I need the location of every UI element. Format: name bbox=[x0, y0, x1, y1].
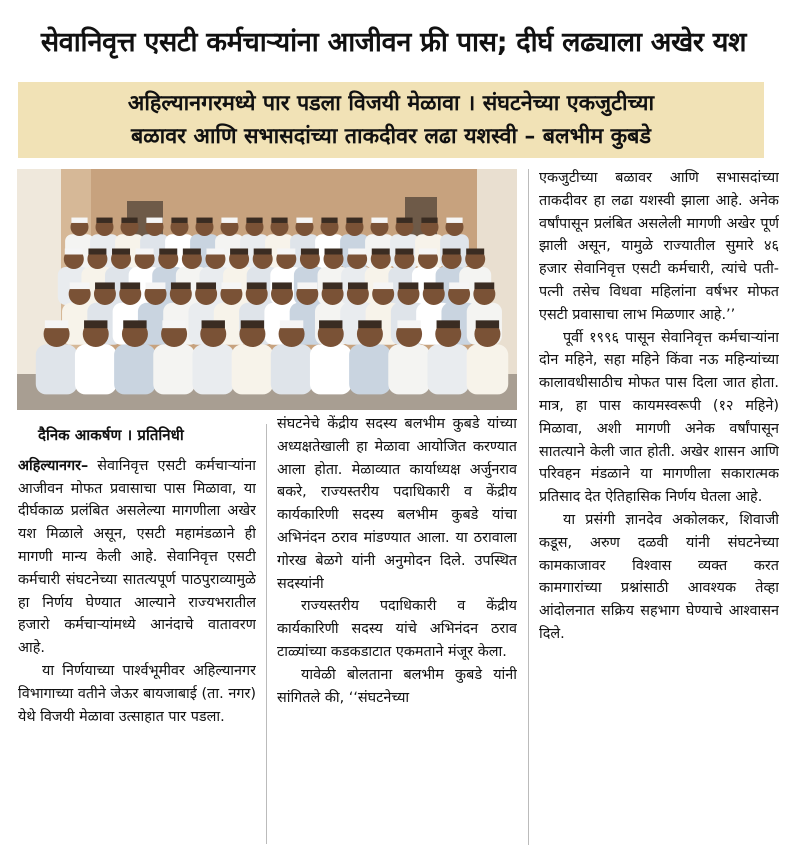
paragraph: या निर्णयाच्या पार्श्वभूमीवर अहिल्यानगर विभागाच्या वतीने जेऊर बायजाबाई (ता. नगर) येथे विजयी मेळावा उत्साहात पार पडला. bbox=[18, 662, 256, 725]
paragraph-lead bbox=[18, 455, 256, 660]
byline: दैनिक आकर्षण । प्रतिनिधी bbox=[38, 426, 184, 444]
column-2 bbox=[277, 413, 517, 845]
subheadline-box bbox=[18, 82, 764, 158]
group-photo bbox=[17, 169, 517, 410]
dateline: अहिल्यानगर– bbox=[18, 457, 89, 474]
subheadline-line-1: अहिल्यानगरमध्ये पार पडला विजयी मेळावा । संघटनेच्या एकजुटीच्या bbox=[127, 91, 655, 116]
column-divider bbox=[266, 424, 267, 844]
headline: सेवानिवृत्त एसटी कर्मचाऱ्यांना आजीवन फ्री पास; दीर्घ लढ्याला अखेर यश bbox=[40, 26, 747, 58]
paragraph: पूर्वी १९९६ पासून सेवानिवृत्त कर्मचाऱ्यांना दोन महिने, सहा महिने किंवा नऊ महिन्यांच्या कालावधीसाठीच मोफत पास दिला जात होता. मात्र, हा पास कायमस्वरूपी (१२ महिने) मिळावा, अशी मागणी अनेक वर्षांपासून सातत्याने केली जात होती. अखेर शासन आणि परिवहन मंडळाने या मागणीला सकारात्मक प्रतिसाद देत ऐतिहासिक निर्णय घेतला आहे. bbox=[539, 329, 779, 506]
paragraph: यावेळी बोलताना बलभीम कुबडे यांनी सांगितले की, ‘‘संघटनेच्या bbox=[277, 666, 517, 706]
paragraph: संघटनेचे केंद्रीय सदस्य बलभीम कुबडे यांच्या अध्यक्षतेखाली हा मेळावा आयोजित करण्यात आला होता. मेळाव्यात कार्याध्यक्ष अर्जुनराव बकरे, राज्यस्तरीय पदाधिकारी व केंद्रीय कार्यकारिणी सदस्य बलभीम कुबडे यांचा अभिनंदन ठराव मांडण्यात आला. या ठरावाला गोरख बेळगे यांनी अनुमोदन दिले. उपस्थित सदस्यांनी bbox=[277, 416, 517, 592]
paragraph: या प्रसंगी ज्ञानदेव अकोलकर, शिवाजी कडूस, अरुण दळवी यांनी संघटनेच्या कामकाजावर विश्वास व्यक्त करत कामगारांच्या प्रश्नांसाठी आवश्यक तेव्हा आंदोलनात सक्रिय सहभाग घेण्याचे आश्वासन दिले. bbox=[539, 511, 779, 642]
subheadline-line-2: बळावर आणि सभासदांच्या ताकदीवर लढा यशस्वी – बलभीम कुबडे bbox=[131, 124, 651, 149]
column-divider bbox=[528, 169, 529, 845]
column-3 bbox=[539, 167, 779, 845]
column-1 bbox=[18, 424, 256, 844]
paragraph: राज्यस्तरीय पदाधिकारी व केंद्रीय कार्यकारिणी सदस्य यांचे अभिनंदन ठराव टाळ्यांच्या कडकडाटात एकमताने मंजूर केला. bbox=[277, 598, 517, 660]
paragraph: एकजुटीच्या बळावर आणि सभासदांच्या ताकदीवर हा लढा यशस्वी झाला आहे. अनेक वर्षांपासून प्रलंबित असलेली मागणी अखेर पूर्ण झाली असून, यामुळे राज्यातील सुमारे ४६ हजार सेवानिवृत्त एसटी कर्मचारी, त्यांचे पती-पत्नी तसेच विधवा महिलांना वर्षभर मोफत एसटी प्रवासाचा लाभ मिळणार आहे.’’ bbox=[539, 170, 779, 323]
lead-text: सेवानिवृत्त एसटी कर्मचाऱ्यांना आजीवन मोफत प्रवासाचा पास मिळावा, या दीर्घकाळ प्रलंबित असलेल्या मागणीला अखेर यश मिळाले असून, एसटी महामंडळाने ही मागणी मान्य केली आहे. सेवानिवृत्त एसटी कर्मचारी संघटनेच्या सातत्यपूर्ण पाठपुराव्यामुळे हा निर्णय घेण्यात आल्याने राज्यभरातील हजारो कर्मचाऱ्यांमध्ये आनंदाचे वातावरण आहे. bbox=[18, 457, 256, 657]
